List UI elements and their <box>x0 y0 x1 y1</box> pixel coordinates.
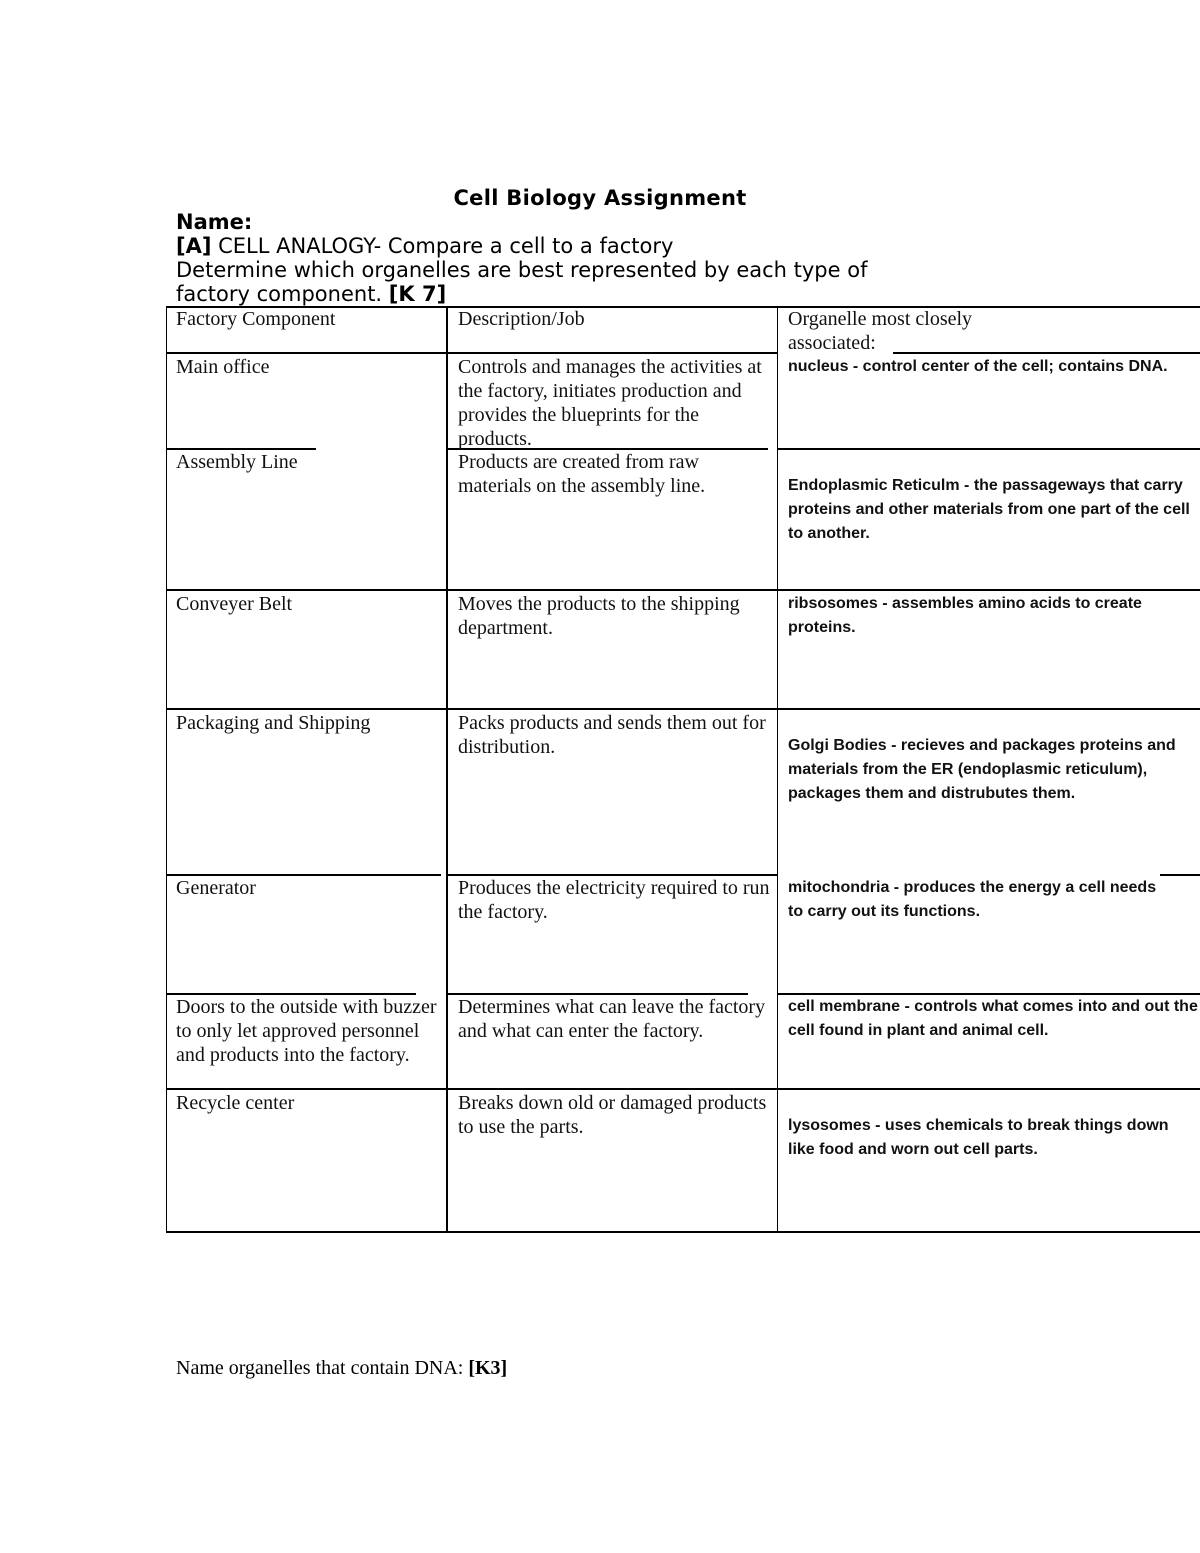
row-recycle-organelle: lysosomes - uses chemicals to break things down like food and worn out cell parts. <box>788 1117 1169 1158</box>
instructions-tag: [K 7] <box>388 282 447 306</box>
section-tag: [A] <box>176 234 212 258</box>
row-packaging-organelle: Golgi Bodies - recieves and packages proteins and materials from the ER (endoplasmic reticulum), packages them and distrubutes them. <box>788 737 1176 802</box>
footer-question <box>176 1357 507 1380</box>
name-label: Name: <box>176 210 253 234</box>
header-factory-component: Factory Component <box>176 308 336 330</box>
footer-question-text: Name organelles that contain DNA: <box>176 1357 469 1379</box>
footer-tag: [K3] <box>468 1357 508 1379</box>
row-generator-description: Produces the electricity required to run the factory. <box>458 877 770 923</box>
row-assembly-line-description: Products are created from raw materials on the assembly line. <box>458 451 706 497</box>
row-main-office-description: Controls and manages the activities at the factory, initiates production and provides the blueprints for the products. <box>458 356 762 450</box>
header-organelle <box>788 307 1188 355</box>
header-description: Description/Job <box>458 308 585 330</box>
row-doors-component: Doors to the outside with buzzer to only let approved personnel and products into the factory. <box>176 996 437 1066</box>
row-generator-organelle: mitochondria - produces the energy a cell needs to carry out its functions. <box>788 879 1157 920</box>
document-title: Cell Biology Assignment <box>453 186 747 210</box>
instructions-line-1: Determine which organelles are best represented by each type of <box>176 258 868 282</box>
row-generator-component: Generator <box>176 877 256 899</box>
row-conveyer-belt-description: Moves the products to the shipping department. <box>458 593 740 639</box>
row-doors-description: Determines what can leave the factory and what can enter the factory. <box>458 996 766 1042</box>
header-organelle-line-1: Organelle most closely <box>788 308 973 330</box>
row-recycle-component: Recycle center <box>176 1092 295 1114</box>
row-packaging-description: Packs products and sends them out for distribution. <box>458 712 766 758</box>
row-conveyer-belt-component: Conveyer Belt <box>176 593 293 615</box>
row-doors-organelle: cell membrane - controls what comes into and out the cell found in plant and animal cell. <box>788 998 1198 1039</box>
row-assembly-line-organelle: Endoplasmic Reticulm - the passageways that carry proteins and other materials from one part of the cell to another. <box>788 477 1190 542</box>
section-title: CELL ANALOGY- Compare a cell to a factory <box>211 234 674 258</box>
row-assembly-line-component: Assembly Line <box>176 451 298 473</box>
row-conveyer-belt-organelle: ribsosomes - assembles amino acids to create proteins. <box>788 595 1142 636</box>
row-recycle-description: Breaks down old or damaged products to use the parts. <box>458 1092 767 1138</box>
row-packaging-component: Packaging and Shipping <box>176 712 371 734</box>
instructions-text: factory component. <box>176 282 389 306</box>
header-organelle-line-2: associated: <box>788 332 876 354</box>
row-main-office-component: Main office <box>176 356 270 378</box>
row-main-office-organelle: nucleus - control center of the cell; contains DNA. <box>788 358 1168 375</box>
